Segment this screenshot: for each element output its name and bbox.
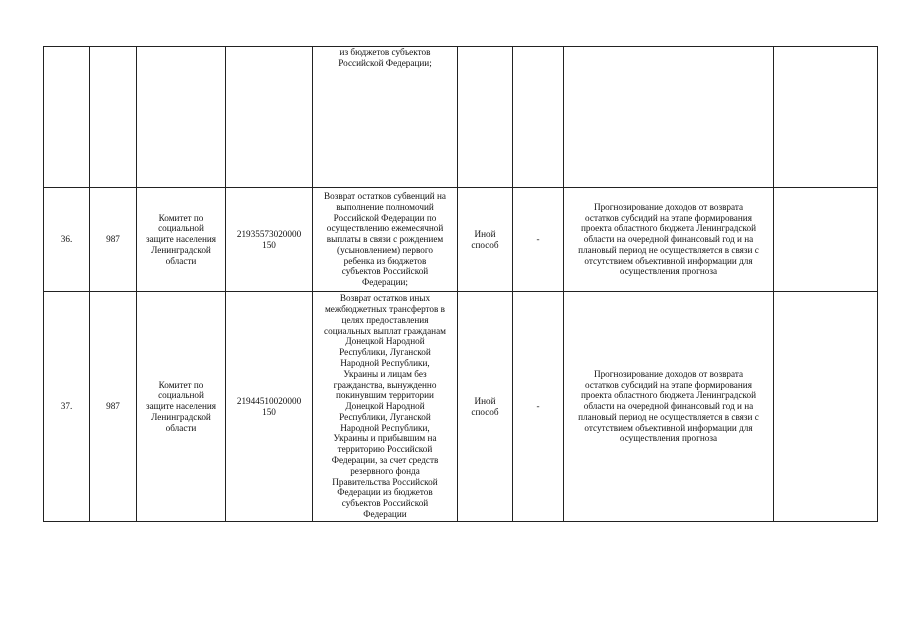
chapter-code: 987: [90, 188, 137, 292]
row-number: 36.: [44, 188, 90, 292]
cell-algorithm: [564, 47, 774, 188]
revenue-forecast-table: [43, 46, 878, 522]
table-row: [44, 292, 878, 522]
cell-extra: [774, 292, 878, 522]
description-text: из бюджетов субъектов: [339, 47, 431, 57]
kbk-code: 21935573020000 150: [226, 188, 313, 292]
kbk-code: 21944510020000 150: [226, 292, 313, 522]
cell-formula: [513, 47, 564, 188]
formula: -: [513, 292, 564, 522]
revenue-description: Возврат остатков субвенций на выполнение полномочий Российской Федерации по осуществлению ежемесячной выплаты в связи с рождением (усыновлением) первого ребенка из бюджетов субъектов Российской Федерации;: [313, 188, 458, 292]
cell-description: [313, 47, 458, 188]
table-row-continuation: [44, 47, 878, 188]
forecast-algorithm: Прогнозирование доходов от возврата остатков субсидий на этапе формирования проекта областного бюджета Ленинградской области на очередной финансовый год и на плановый период не осуществляется в связи с отсутствием объективной информации для осуществления прогноза: [564, 292, 774, 522]
cell-kbk: [226, 47, 313, 188]
cell-code: [90, 47, 137, 188]
cell-method: [458, 47, 513, 188]
forecast-method: Иной способ: [458, 188, 513, 292]
cell-extra: [774, 188, 878, 292]
row-number: 37.: [44, 292, 90, 522]
description-text: Российской Федерации;: [338, 57, 432, 68]
administrator-name: Комитет по социальной защите населения Ленинградской области: [137, 188, 226, 292]
cell-number: [44, 47, 90, 188]
chapter-code: 987: [90, 292, 137, 522]
forecast-method: Иной способ: [458, 292, 513, 522]
revenue-description: Возврат остатков иных межбюджетных трансфертов в целях предоставления социальных выплат гражданам Донецкой Народной Республики, Луганской Народной Республики, Украины и лицам без гражданства, вынужденно покинувшим территории Донецкой Народной Республики, Луганской Народной Республики, Украины и прибывшим на территорию Российской Федерации, за счет средств резервного фонда Правительства Российской Федерации из бюджетов субъектов Российской Федерации: [313, 292, 458, 522]
cell-extra: [774, 47, 878, 188]
administrator-name: Комитет по социальной защите населения Ленинградской области: [137, 292, 226, 522]
cell-admin: [137, 47, 226, 188]
formula: -: [513, 188, 564, 292]
forecast-algorithm: Прогнозирование доходов от возврата остатков субсидий на этапе формирования проекта областного бюджета Ленинградской области на очередной финансовый год и на плановый период не осуществляется в связи с отсутствием объективной информации для осуществления прогноза: [564, 188, 774, 292]
table-row: [44, 188, 878, 292]
